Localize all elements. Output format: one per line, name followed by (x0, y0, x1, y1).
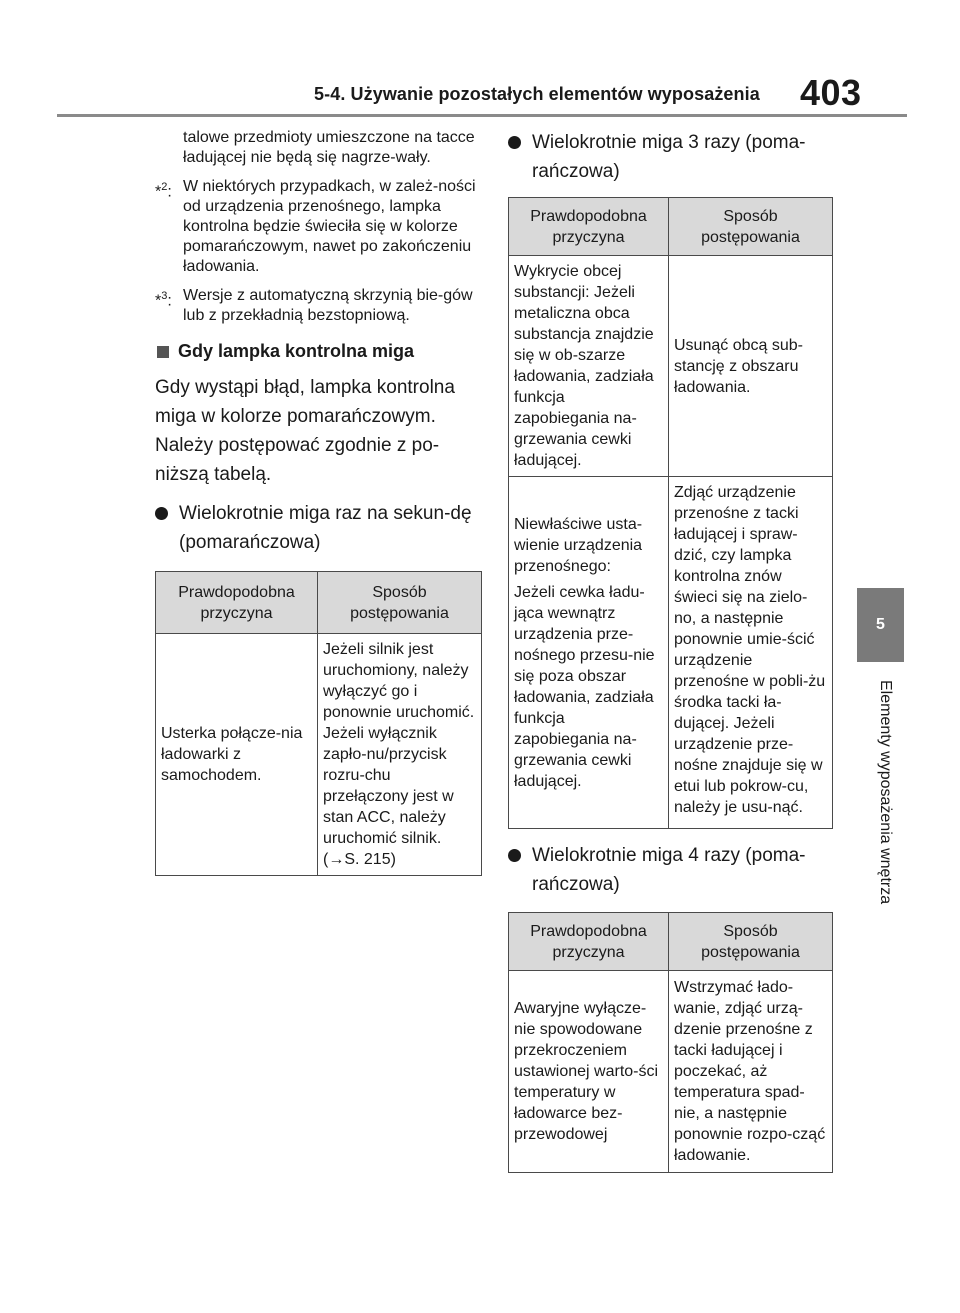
footnote-number: 3 (161, 290, 168, 302)
bullet-text: Wielokrotnie miga 3 razy (poma-rańczowa) (532, 132, 806, 182)
cause-cell: Awaryjne wyłącze-nie spowodowane przekroczeniem ustawionej warto-ści temperatury w ładowarce bez-przewodowej (509, 971, 669, 1173)
page-reference: S. 215) (344, 851, 396, 868)
bullet-blink-4 (508, 841, 834, 899)
cause-detail-text: Jeżeli cewka ładu-jąca wewnątrz urządzenia prze-nośnego przesu-nie się poza obszar ładowania, zadziała funkcja zapobiegania na-grzewania cewki ładującej. (514, 583, 655, 790)
intro-paragraph: Gdy wystąpi błąd, lampka kontrolna miga w kolorze pomarańczowym. Należy postępować zgodnie z po-niższą tabelą. (155, 377, 455, 485)
right-column (508, 122, 834, 1173)
page-number: 403 (800, 72, 862, 113)
table-header-row (509, 198, 833, 256)
round-bullet-icon (155, 507, 168, 520)
footnote-marker (155, 286, 183, 326)
chapter-tab (857, 588, 904, 662)
cause-cell: Usterka połącze-nia ładowarki z samochodem. (156, 634, 318, 876)
bullet-text: Wielokrotnie miga raz na sekun-dę (pomarańczowa) (179, 503, 472, 553)
bullet-blink-once (155, 499, 485, 557)
header-action: Sposób postępowania (669, 198, 833, 256)
table-blink-once (155, 571, 482, 876)
header-action: Sposób postępowania (669, 913, 833, 971)
action-cell (318, 634, 482, 876)
header-cause: Prawdopodobna przyczyna (509, 913, 669, 971)
header-cause: Prawdopodobna przyczyna (156, 572, 318, 634)
table-row (509, 477, 833, 829)
cause-cell: Wykrycie obcej substancji: Jeżeli metaliczna obca substancja znajdzie się w ob-szarze ładowania, zadziała funkcja zapobiegania na-grzewania cewki ładującej. (509, 256, 669, 477)
cause-text: Niewłaściwe usta-wienie urządzenia przenośnego: (514, 515, 643, 575)
bullet-blink-3 (508, 128, 834, 186)
table-row (156, 634, 482, 876)
footnote-colon: : (167, 292, 172, 310)
header-action: Sposób postępowania (318, 572, 482, 634)
header-cause: Prawdopodobna przyczyna (509, 198, 669, 256)
table-row (509, 971, 833, 1173)
action-cell: Usunąć obcą sub-stancję z obszaru ładowania. (669, 256, 833, 477)
table-row (509, 256, 833, 477)
section-heading-text: Gdy lampka kontrolna miga (178, 341, 415, 361)
footnote-marker (155, 177, 183, 277)
footnote-3 (155, 286, 485, 326)
footnote-number: 2 (161, 181, 168, 193)
footnote-colon: : (167, 183, 172, 201)
round-bullet-icon (508, 136, 521, 149)
continuation-paragraph: talowe przedmioty umieszczone na tacce ładującej nie będą się nagrze-wały. (183, 129, 475, 166)
square-bullet-icon (157, 346, 169, 358)
header-rule (57, 114, 907, 117)
footnote-2 (155, 177, 485, 277)
footnote-text: W niektórych przypadkach, w zależ-ności od urządzenia przenośnego, lampka kontrolna będzie świeciła się w kolorze pomarańczowym, nawet po zakończeniu ładowania. (183, 178, 476, 275)
table-header-row (509, 913, 833, 971)
table-header-row (156, 572, 482, 634)
table-blink-4 (508, 912, 833, 1173)
round-bullet-icon (508, 849, 521, 862)
chapter-label: Elementy wyposażenia wnętrza (877, 680, 894, 905)
left-column (155, 122, 485, 876)
action-cell: Zdjąć urządzenie przenośne z tacki ładującej i spraw-dzić, czy lampka kontrolna znów świeci się na zielo-no, a następnie ponownie umie-ścić urządzenie przenośne w pobli-żu środka tacki ła-dującej. Jeżeli urządzenie prze-nośne znajduje się w etui lub pokrow-cu, należy je usu-nąć. (669, 477, 833, 829)
cause-cell (509, 477, 669, 829)
arrow-icon: → (328, 851, 345, 868)
action-cell: Wstrzymać łado-wanie, zdjąć urzą-dzenie przenośne z tacki ładującej i poczekać, aż temperatura spad-nie, a następnie ponownie rozpo-cząć ładowanie. (669, 971, 833, 1173)
chapter-number: 5 (876, 616, 885, 633)
section-heading (155, 341, 485, 362)
table-blink-3 (508, 197, 833, 829)
footnote-text: Wersje z automatyczną skrzynią bie-gów lub z przekładnią bezstopniową. (183, 287, 473, 324)
bullet-text: Wielokrotnie miga 4 razy (poma-rańczowa) (532, 845, 806, 895)
footnote-asterisk: * (155, 292, 162, 310)
action-text: Jeżeli silnik jest uruchomiony, należy wyłączyć go i ponownie uruchomić. Jeżeli wyłącznik zapło-nu/przycisk rozru-chu przełączony jest w stan ACC, należy uruchomić silnik. ( (323, 641, 475, 868)
footnote-asterisk: * (155, 183, 162, 201)
section-title: 5-4. Używanie pozostałych elementów wyposażenia (314, 84, 760, 104)
